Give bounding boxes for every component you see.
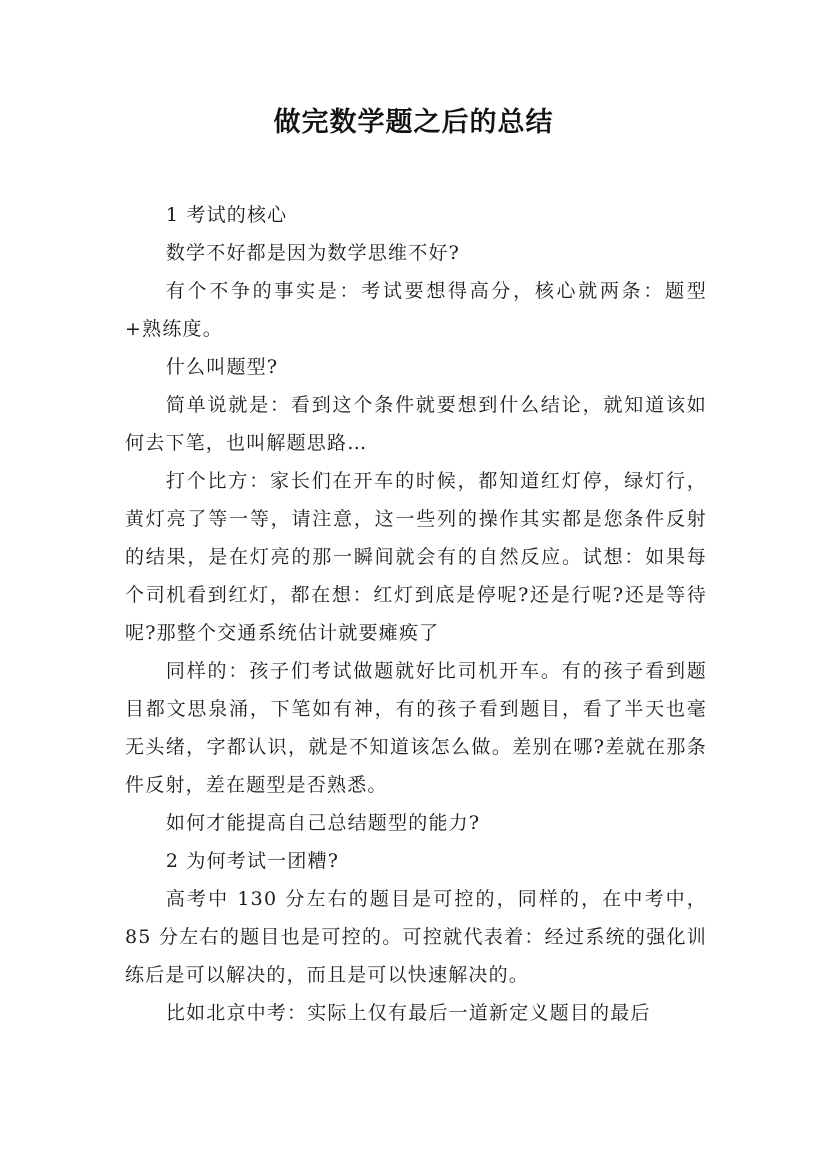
document-body	[125, 196, 707, 1032]
paragraph: 什么叫题型?	[165, 356, 279, 378]
paragraph: 有个不争的事实是：考试要想得高分，核心就两条：题型+熟练度。	[125, 280, 707, 340]
paragraph: 简单说就是：看到这个条件就要想到什么结论，就知道该如何去下笔，也叫解题思路…	[125, 394, 707, 454]
document-title: 做完数学题之后的总结	[273, 107, 554, 138]
paragraph: 高考中 130 分左右的题目是可控的，同样的，在中考中，85 分左右的题目也是可控的。可控就代表着：经过系统的强化训练后是可以解决的，而且是可以快速解决的。	[125, 888, 707, 986]
paragraph: 打个比方：家长们在开车的时候，都知道红灯停，绿灯行，黄灯亮了等一等，请注意，这一些列的操作其实都是您条件反射的结果，是在灯亮的那一瞬间就会有的自然反应。试想：如果每个司机看到红灯，都在想：红灯到底是停呢?还是行呢?还是等待呢?那整个交通系统估计就要瘫痪了	[125, 470, 707, 644]
paragraph: 比如北京中考：实际上仅有最后一道新定义题目的最后	[165, 1002, 651, 1024]
paragraph: 同样的：孩子们考试做题就好比司机开车。有的孩子看到题目都文思泉涌，下笔如有神，有的孩子看到题目，看了半天也毫无头绪，字都认识，就是不知道该怎么做。差别在哪?差就在那条件反射，差在题型是否熟悉。	[125, 660, 707, 796]
section-heading-exam-mess: 2 为何考试一团糟?	[165, 850, 340, 872]
section-heading-exam-core: 1 考试的核心	[165, 204, 288, 226]
paragraph: 数学不好都是因为数学思维不好?	[165, 242, 461, 264]
paragraph: 如何才能提高自己总结题型的能力?	[165, 812, 481, 834]
